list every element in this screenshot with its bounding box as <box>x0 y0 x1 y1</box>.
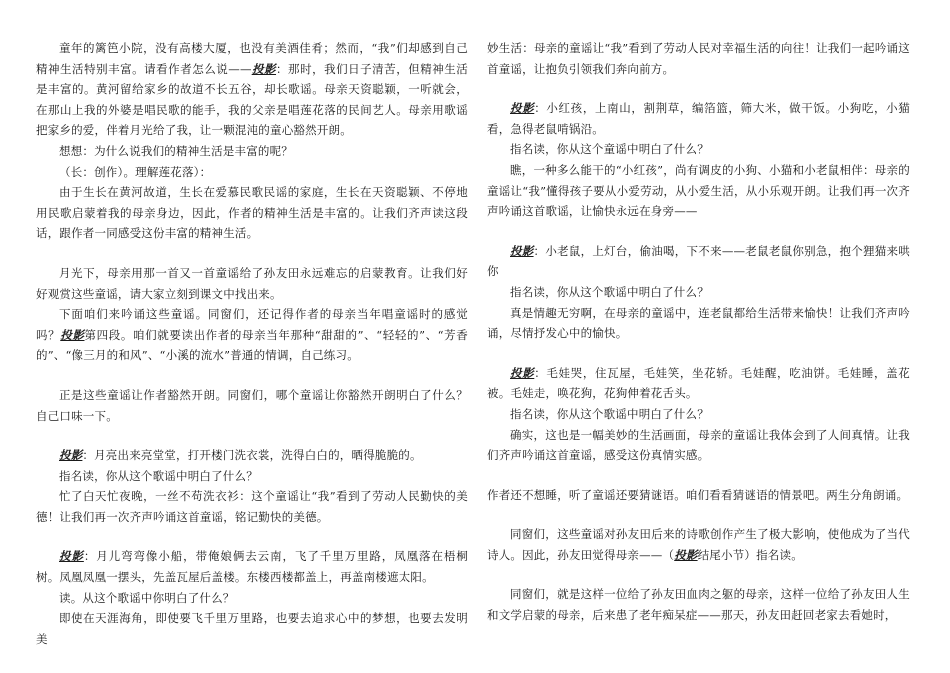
projection-keyword: 投影 <box>510 101 535 116</box>
projection-keyword: 投影 <box>59 448 83 463</box>
paragraph <box>36 445 468 466</box>
paragraph-text: 结尾小节）指名读。 <box>697 547 803 562</box>
paragraph-text: （长：创作）。理解莲花落）： <box>59 164 212 179</box>
paragraph <box>487 98 910 139</box>
paragraph-gap <box>487 79 910 98</box>
paragraph-gap <box>36 366 468 385</box>
paragraph <box>487 303 910 344</box>
paragraph-text: ：小红孩，上南山，割荆草，编箔篮，筛大米，做干饭。小狗吃，小猫看，急得老鼠啃锅沿。 <box>487 101 910 136</box>
paragraph <box>487 584 910 625</box>
right-column <box>487 38 910 626</box>
paragraph-text: ：毛娃哭，住瓦屋，毛娃笑，坐花轿。毛娃醒，吃油饼。毛娃睡，盖花被。毛娃走，唤花狗，花狗伸着花舌头。 <box>487 365 910 401</box>
paragraph-text: 忙了白天忙夜晚，一丝不苟洗衣衫：这个童谣让“我”看到了劳动人民勤快的美德！让我们再一次齐声吟诵这首童谣，铭记勤快的美德。 <box>36 489 468 524</box>
paragraph-text: 读。从这个歌谣中你明白了什么？ <box>59 590 235 605</box>
paragraph-text: 真是情趣无穷啊，在母亲的童谣中，连老鼠都给生活带来愉快！让我们齐声吟诵，尽情抒发心中的愉快。 <box>487 305 910 341</box>
paragraph-text: 同窗们，就是这样一位给了孙友田血肉之躯的母亲，这样一位给了孙友田人生和文学启蒙的母亲，后来患了老年痴呆症——那天，孙友田赶回老家去看她时， <box>487 587 910 623</box>
paragraph <box>36 608 468 649</box>
paragraph-text: 瞧，一种多么能干的“小红孩”，尚有调皮的小狗、小猫和小老鼠相伴：母亲的童谣让“我”懂得孩子要从小爱劳动，从小爱生活，从小乐观开朗。让我们再一次齐声吟诵这首歌谣，让愉快永远在身旁—— <box>487 162 910 219</box>
paragraph-text: ：月亮出来亮堂堂，打开楼门洗衣裳，洗得白白的，晒得脆脆的。 <box>82 448 422 463</box>
paragraph <box>487 524 910 565</box>
paragraph-text: 指名读，你从这个童谣中明白了什么？ <box>510 142 709 157</box>
projection-keyword: 投影 <box>60 327 85 342</box>
paragraph-text: 确实，这也是一幅美妙的生活画面，母亲的童谣让我体会到了人间真情。让我们齐声吟诵这首童谣，感受这份真情实感。 <box>487 427 910 463</box>
projection-keyword: 投影 <box>251 61 277 76</box>
paragraph <box>36 486 468 527</box>
paragraph-text: 指名读，你从这个歌谣中明白了什么？ <box>59 468 258 483</box>
paragraph-text: 妙生活：母亲的童谣让“我”看到了劳动人民对幸福生活的向往！让我们一起吟诵这首童谣，让抱负引领我们奔向前方。 <box>487 41 910 76</box>
paragraph-gap <box>36 426 468 445</box>
paragraph-text: 作者还不想睡，听了童谣还要猜谜语。咱们看看猜谜语的情景吧。两生分角朗诵。 <box>487 487 909 502</box>
paragraph-text: 由于生长在黄河故道，生长在爱慕民歌民谣的家庭，生长在天资聪颖、不停地用民歌启蒙着我的母亲身边，因此，作者的精神生活是丰富的。让我们齐声读这段话，跟作者一同感受这份丰富的精神生活。 <box>36 185 468 241</box>
paragraph-text: 想想：为什么说我们的精神生活是丰富的呢？ <box>59 143 293 158</box>
paragraph-gap <box>487 344 910 363</box>
paragraph <box>36 546 468 587</box>
paragraph-gap <box>487 505 910 524</box>
paragraph-text: ：月儿弯弯像小船，带俺娘俩去云南，飞了千里万里路，凤凰落在梧桐树。凤凰凤凰一摆头，先盖瓦屋后盖楼。东楼西楼都盖上，再盖南楼遮太阳。 <box>36 549 468 585</box>
paragraph <box>36 304 468 366</box>
paragraph <box>487 38 910 79</box>
paragraph-gap <box>487 222 910 241</box>
paragraph-text: 即使在天涯海角，即使要飞千里万里路，也要去追求心中的梦想，也要去发明美 <box>36 611 468 646</box>
paragraph <box>487 241 910 282</box>
projection-keyword: 投影 <box>510 365 535 380</box>
paragraph <box>36 38 468 141</box>
paragraph-gap <box>487 466 910 485</box>
paragraph <box>36 162 468 183</box>
left-column <box>36 38 468 649</box>
paragraph-text: ：小老鼠，上灯台，偷油喝，下不来——老鼠老鼠你别急，抱个狸猫来哄你 <box>487 243 910 279</box>
paragraph-gap <box>487 565 910 584</box>
paragraph <box>487 425 910 466</box>
paragraph <box>487 485 910 506</box>
paragraph <box>36 141 468 162</box>
paragraph-text: 月光下，母亲用那一首又一首童谣给了孙友田永远难忘的启蒙教育。让我们好好观赏这些童谣，请大家立刻到课文中找出来。 <box>36 265 468 301</box>
projection-keyword: 投影 <box>59 549 84 564</box>
paragraph <box>487 363 910 404</box>
paragraph-text: 正是这些童谣让作者豁然开朗。同窗们，哪个童谣让你豁然开朗明白了什么？自己口味一下。 <box>36 387 468 423</box>
paragraph <box>36 588 468 609</box>
paragraph-text: 指名读，你从这个歌谣中明白了什么？ <box>510 406 709 421</box>
paragraph-text: 同窗们，这些童谣对孙友田后来的诗歌创作产生了极大影响，使他成为了当代诗人。因此，孙友田觉得母亲——（ <box>487 527 910 562</box>
paragraph-gap <box>36 527 468 546</box>
paragraph <box>36 263 468 304</box>
paragraph <box>36 466 468 487</box>
paragraph-text: 第四段。咱们就要读出作者的母亲当年那种“甜甜的”、“轻轻的”、“芳香的”、“像三月的和风”、“小溪的流水”普通的情调，自己练习。 <box>36 327 469 363</box>
paragraph-gap <box>36 244 468 263</box>
paragraph-text: ：那时，我们日子清苦，但精神生活是丰富的。黄河留给家乡的故道不长五谷，却长歌谣。母亲天资聪颖，一听就会，在那山上我的外婆是唱民歌的能手，我的父亲是唱莲花落的民间艺人。母亲用歌谣把家乡的爱，伴着月光给了我，让一颗混沌的童心豁然开朗。 <box>36 61 468 138</box>
paragraph <box>36 182 468 244</box>
paragraph <box>487 282 910 303</box>
projection-keyword: 投影 <box>674 547 698 562</box>
paragraph <box>487 160 910 222</box>
paragraph-text: 指名读，你从这个歌谣中明白了什么？ <box>510 284 709 299</box>
paragraph <box>487 139 910 160</box>
paragraph-text: 童年的篱笆小院，没有高楼大厦，也没有美酒佳肴；然而，“我”们却感到自己精神生活特别丰富。请看作者怎么说—— <box>36 41 468 76</box>
projection-keyword: 投影 <box>510 243 534 258</box>
paragraph <box>487 404 910 425</box>
paragraph <box>36 385 468 426</box>
paragraph-text: 下面咱们来吟诵这些童谣。同窗们，还记得作者的母亲当年唱童谣时的感觉吗？ <box>36 307 468 342</box>
